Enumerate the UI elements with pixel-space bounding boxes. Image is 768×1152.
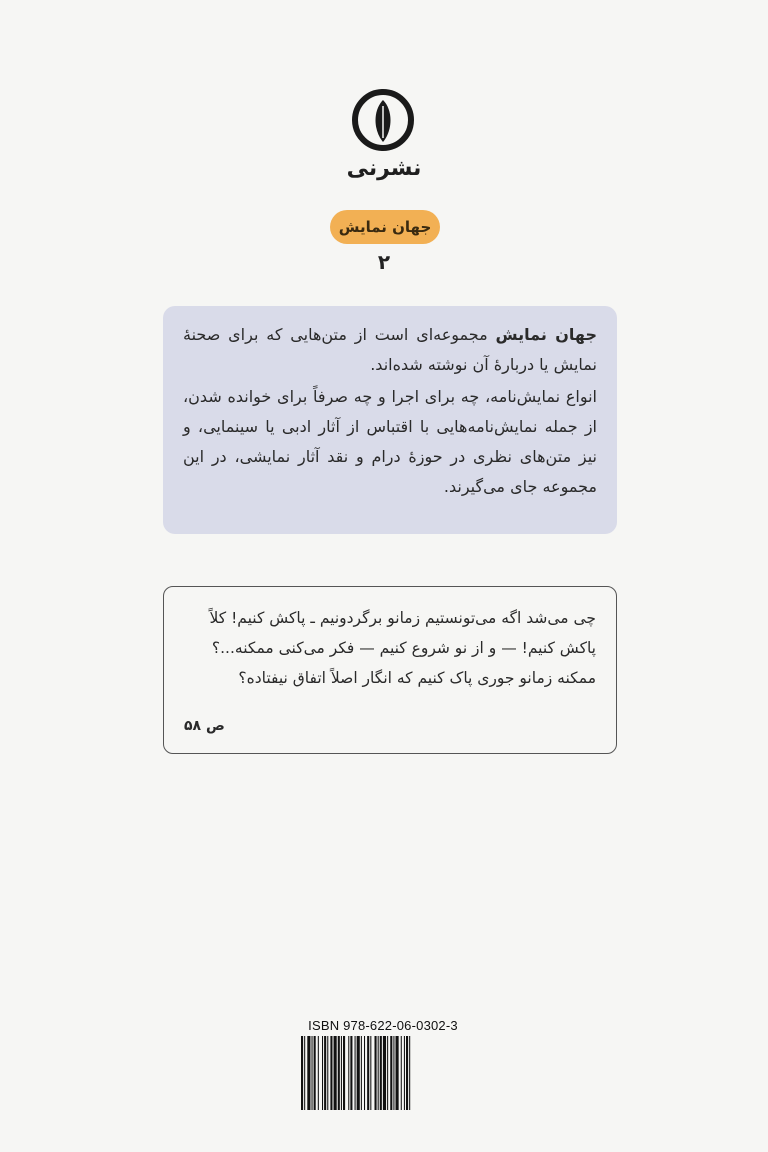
quote-box — [163, 586, 617, 754]
publisher-logo-icon — [351, 88, 415, 152]
volume-number: ۲ — [377, 250, 391, 274]
isbn-text: ISBN 978-622-06-0302-3 — [308, 1018, 458, 1033]
description-lead-bold: جهان نمایش — [495, 325, 597, 344]
quote-line-2: پاکش کنیم! — و از نو شروع کنیم — فکر می‌کنی ممکنه...؟ — [211, 639, 596, 657]
description-lead — [183, 320, 597, 380]
quote-line-1: چی می‌شد اگه می‌تونستیم زمانو برگردونیم ـ پاکش کنیم! کلاً — [209, 609, 596, 627]
series-badge — [330, 210, 440, 244]
publisher-name: نشرنی — [346, 156, 422, 181]
description-box — [163, 306, 617, 534]
description-lead-rest: مجموعه‌ای است از متن‌هایی که برای صحنهٔ نمایش یا دربارهٔ آن نوشته شده‌اند. — [183, 325, 597, 374]
description-body: انواع نمایش‌نامه، چه برای اجرا و چه صرفاً برای خوانده شدن، از جمله نمایش‌نامه‌هایی با اقتباس از آثار ادبی یا سینمایی، و نیز متن‌های نظری در حوزهٔ درام و نقد آثار نمایشی، در این مجموعه جای می‌گیرند. — [183, 387, 597, 496]
quote-line-3: ممکنه زمانو جوری پاک کنیم که انگار اصلاً اتفاق نیفتاده؟ — [238, 669, 596, 687]
series-name: جهان نمایش — [338, 218, 432, 236]
isbn-barcode — [300, 1036, 466, 1110]
quote-page-reference: ص ۵۸ — [184, 718, 225, 734]
